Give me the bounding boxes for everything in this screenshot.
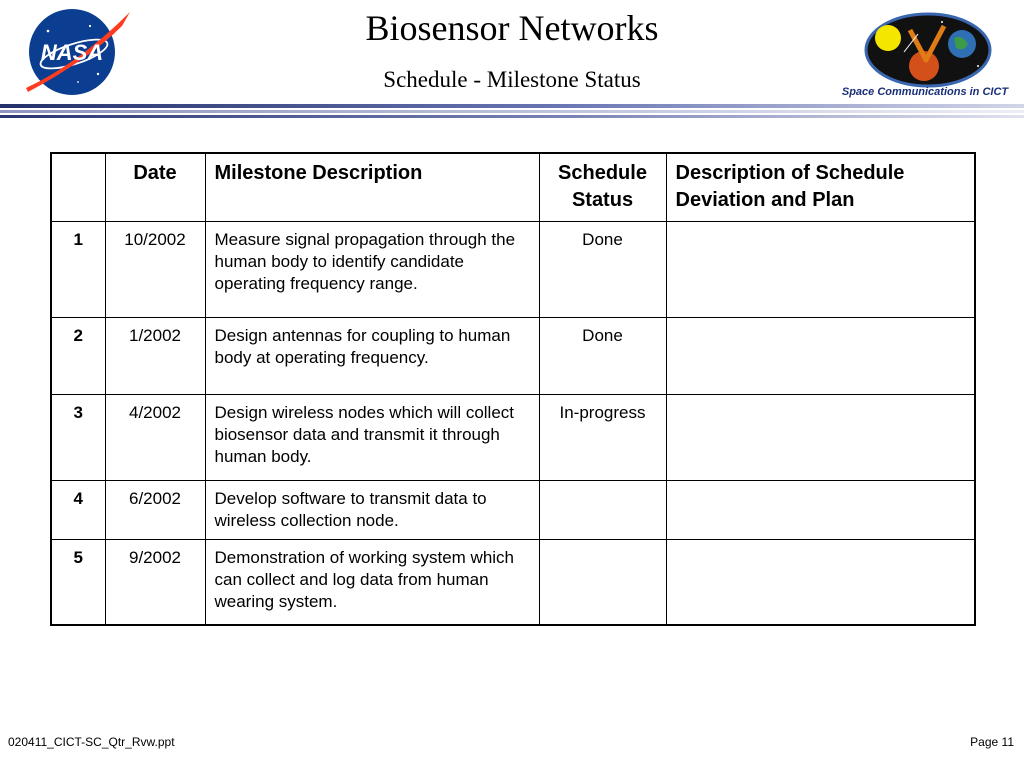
- header-rule: [0, 115, 1024, 118]
- column-header-date: Date: [105, 153, 205, 222]
- milestone-table: [50, 152, 976, 626]
- row-date: 4/2002: [105, 395, 205, 481]
- row-description: Demonstration of working system which can collect and log data from human wearing system.: [205, 540, 539, 625]
- header-rule: [0, 104, 1024, 108]
- row-status: In-progress: [539, 395, 666, 481]
- slide-header: [0, 0, 1024, 122]
- row-date: 10/2002: [105, 222, 205, 318]
- svg-text:NASA: NASA: [40, 40, 104, 65]
- table-row: [51, 222, 975, 318]
- footer-page-number: Page 11: [970, 735, 1014, 749]
- row-number: 1: [51, 222, 105, 318]
- row-date: 6/2002: [105, 481, 205, 540]
- row-description: Measure signal propagation through the human body to identify candidate operating frequency range.: [205, 222, 539, 318]
- row-description: Design antennas for coupling to human body at operating frequency.: [205, 318, 539, 395]
- row-deviation: [666, 395, 975, 481]
- column-header-deviation: Description of Schedule Deviation and Plan: [666, 153, 975, 222]
- row-status: Done: [539, 222, 666, 318]
- row-status: [539, 540, 666, 625]
- row-number: 3: [51, 395, 105, 481]
- row-number: 2: [51, 318, 105, 395]
- row-number: 4: [51, 481, 105, 540]
- footer-filename: 020411_CICT-SC_Qtr_Rvw.ppt: [8, 735, 175, 749]
- column-header-milestone: Milestone Description: [205, 153, 539, 222]
- row-description: Develop software to transmit data to wireless collection node.: [205, 481, 539, 540]
- row-status: Done: [539, 318, 666, 395]
- column-header-status: Schedule Status: [539, 153, 666, 222]
- header-rule: [0, 110, 1024, 113]
- table-row: [51, 540, 975, 625]
- row-deviation: [666, 222, 975, 318]
- cict-caption: Space Communications in CICT: [841, 86, 1009, 98]
- row-number: 5: [51, 540, 105, 625]
- table-row: [51, 481, 975, 540]
- row-deviation: [666, 481, 975, 540]
- row-description: Design wireless nodes which will collect biosensor data and transmit it through human body.: [205, 395, 539, 481]
- column-header-number: [51, 153, 105, 222]
- row-date: 9/2002: [105, 540, 205, 625]
- table-row: [51, 318, 975, 395]
- slide-title: Biosensor Networks: [365, 8, 659, 48]
- slide-subtitle: Schedule - Milestone Status: [383, 67, 641, 92]
- row-deviation: [666, 540, 975, 625]
- row-status: [539, 481, 666, 540]
- table-row: [51, 395, 975, 481]
- row-deviation: [666, 318, 975, 395]
- row-date: 1/2002: [105, 318, 205, 395]
- table-header-row: [51, 153, 975, 222]
